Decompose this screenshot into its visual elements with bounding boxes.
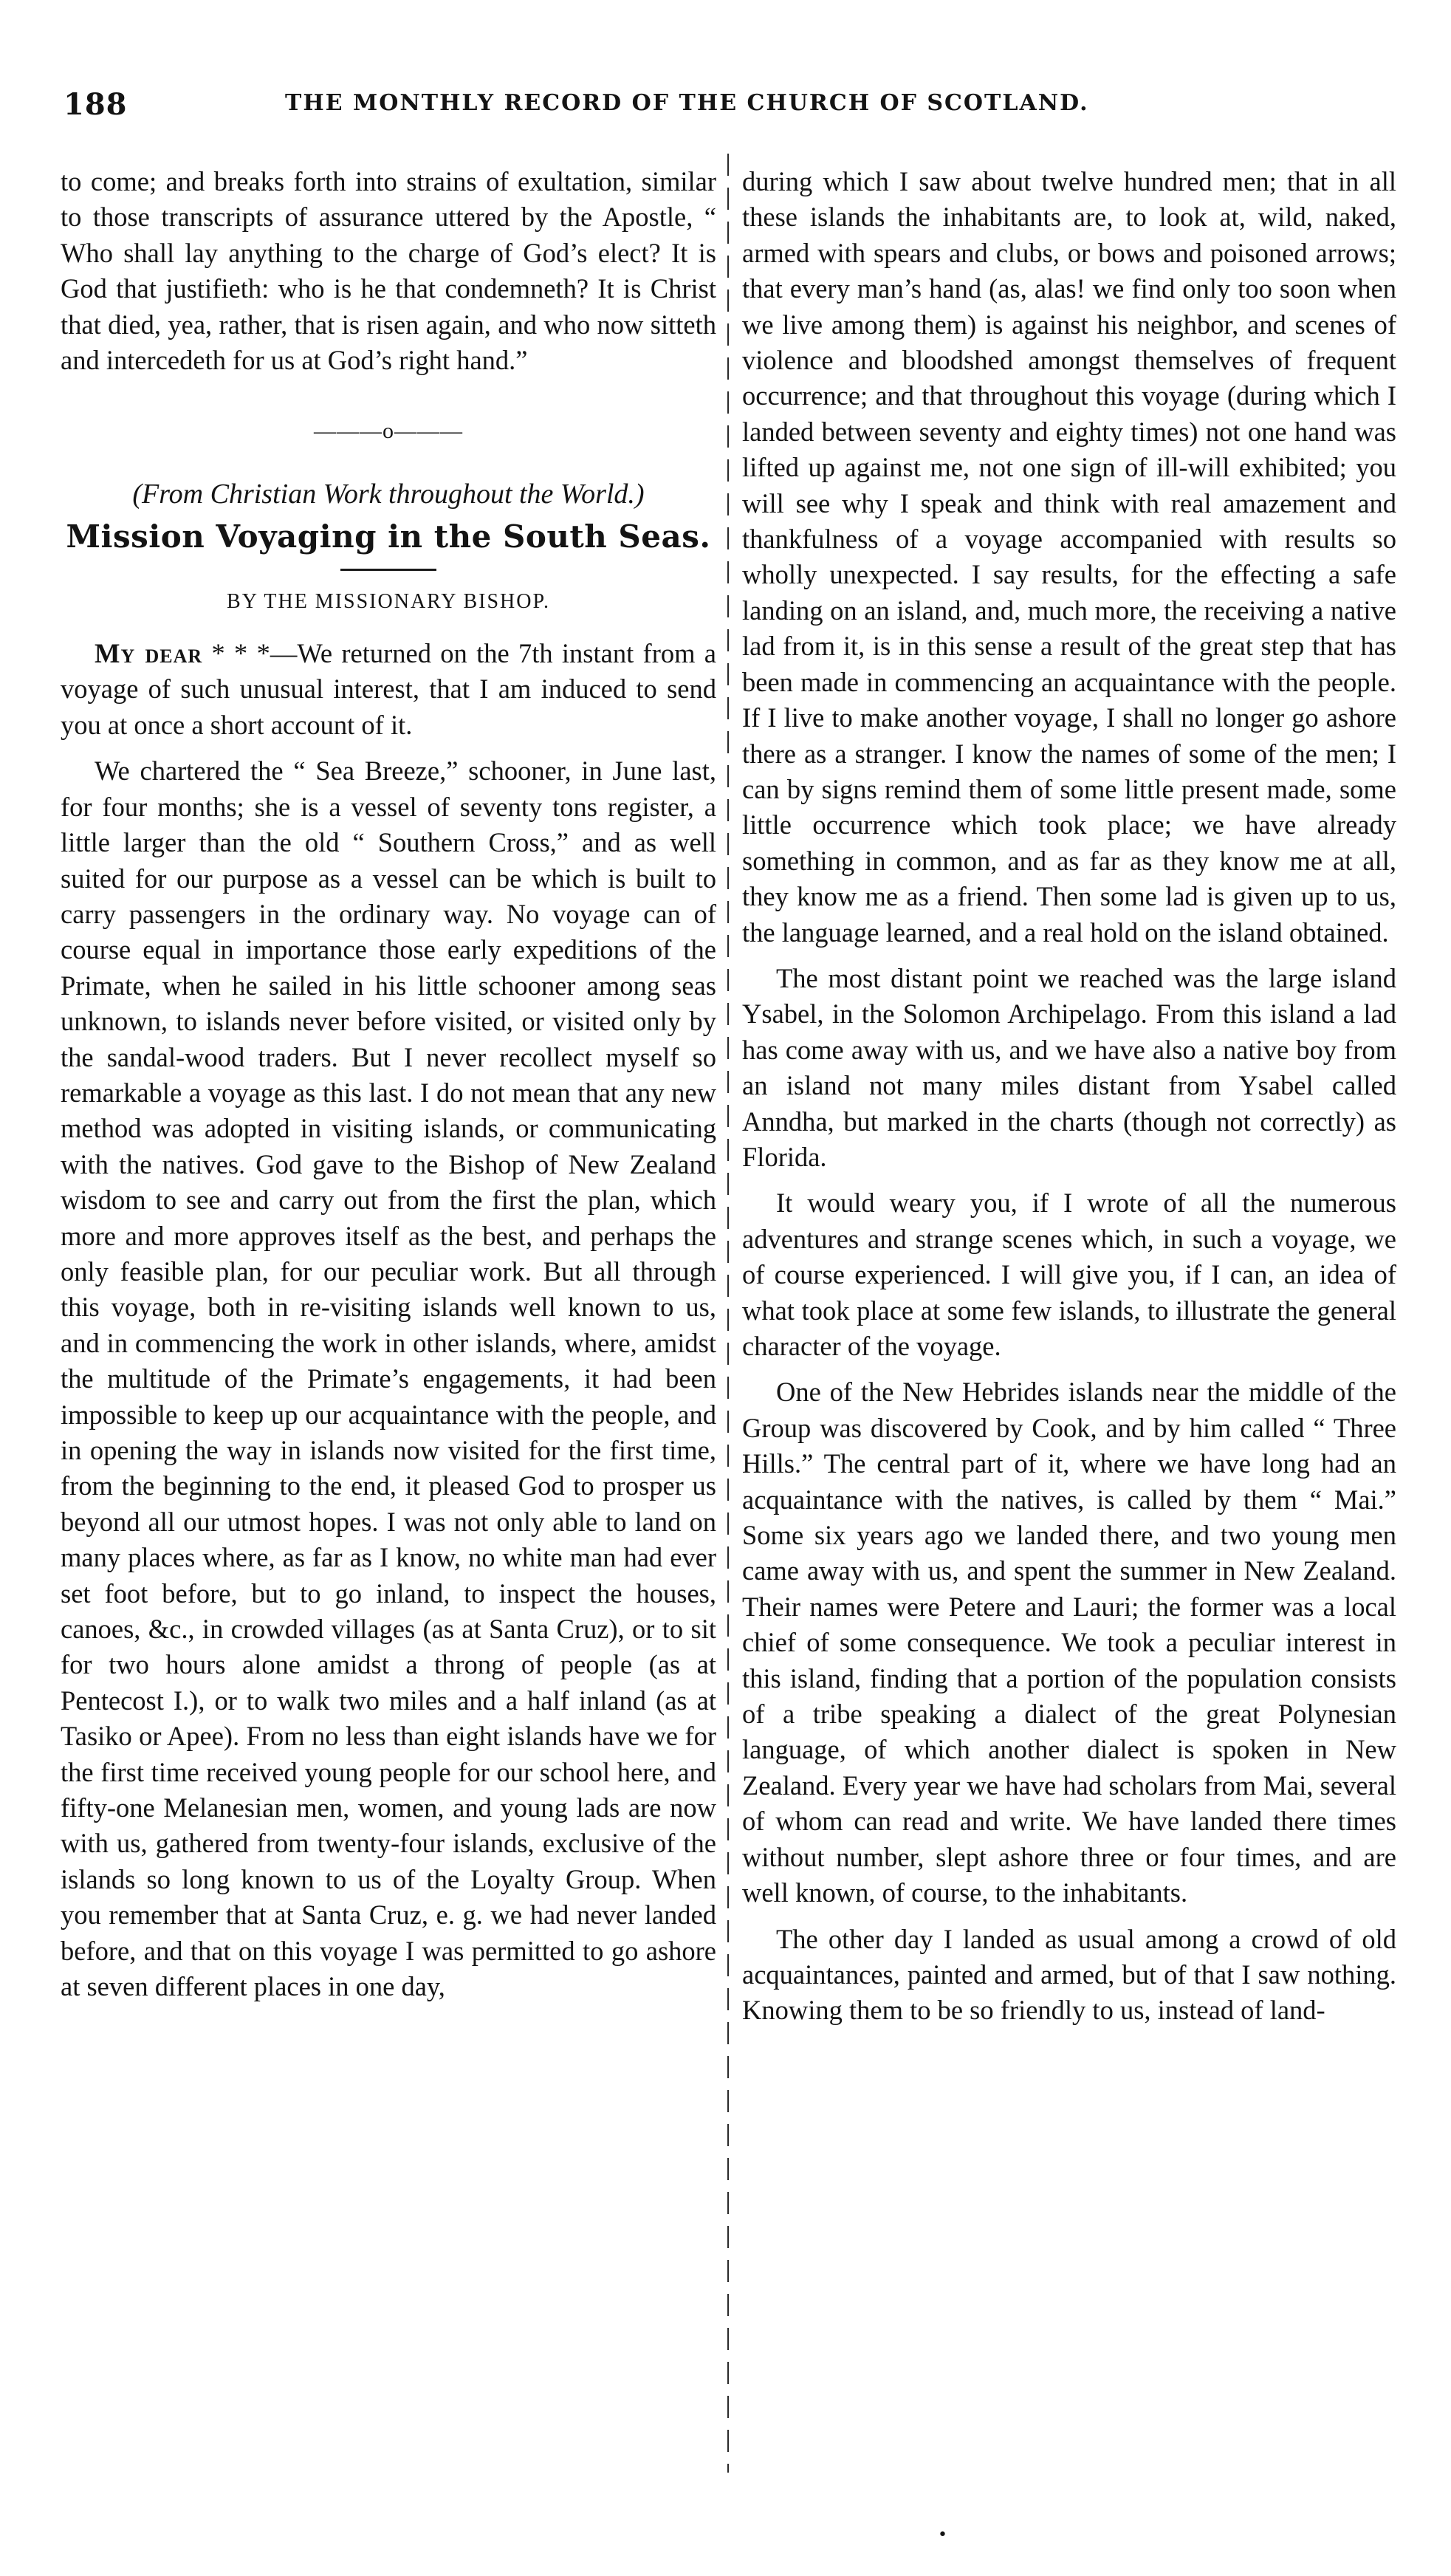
left-column (61, 154, 716, 2005)
article-source: (From Christian Work throughout the World.) (132, 478, 645, 510)
right-column (742, 154, 1396, 2029)
continuation-paragraph: to come; and breaks forth into strains of exultation, similar to those transcripts of assurance uttered by the Apostle, “ Who shall lay anything to the charge of God’s elect? It is God that justifieth: who is he that condemneth? It is Christ that died, yea, rather, that is risen again, and who now sitteth and intercedeth for us at God’s right hand.” (61, 166, 716, 376)
journal-title: THE MONTHLY RECORD OF THE CHURCH OF SCOTLAND. (285, 90, 1089, 116)
salutation-stars: * * * (202, 638, 270, 669)
article-byline: BY THE MISSIONARY BISHOP. (227, 589, 550, 613)
column-divider (727, 154, 729, 2473)
body-paragraph: One of the New Hebrides islands near the middle of the Group was discovered by Cook, and by him called “ Three Hills.” The central part of it, where we have long had an acquaintance with the natives, is called by them “ Mai.” Some six years ago we landed there, and two young men came away with us, and spent the summer in New Zealand. Their names were Petere and Lauri; the former was a local chief of some consequence. We took a peculiar interest in this island, finding that a portion of the population consists of a tribe speaking a dialect of the great Polynesian language, of which another dialect is spoken in New Zealand. Every year we have had scholars from Mai, several of whom can read and write. We have landed there times without number, slept ashore three or four times, and are well known, of course, to the inhabitants. (742, 1377, 1396, 1908)
body-paragraph: The other day I landed as usual among a crowd of old acquaintances, painted and armed, but of that I saw nothing. Knowing them to be so friendly to us, instead of land- (742, 1923, 1396, 2026)
continuation-paragraph: during which I saw about twelve hundred men; that in all these islands the inhabitants are, to look at, wild, naked, armed with spears and clubs, or bows and poisoned arrows; that every man’s hand (as, alas! we find only too soon when we live among them) is against his neighbor, and scenes of violence and bloodshed amongst themselves of frequent occurrence; and that throughout this voyage (during which I landed between seventy and eighty times) not one hand was lifted up against me, not one sign of ill-will exhibited; you will see why I speak and think with real amazement and thankfulness of a voyage accompanied with results so wholly unexpected. I say results, for the effecting a safe landing on an island, and, much more, the receiving a native lad from it, is in this sense a result of the great step that has been made in commencing an acquaintance with the people. If I live to make another voyage, I shall no longer go ashore there as a stranger. I know the names of some of the men; I can by signs remind them of some little present made, some little occurrence which took place; we have already something in common, and as far as they know me at all, they know me as a friend. Then some lad is given up to us, the language learned, and a real hold on the island obtained. (742, 166, 1396, 948)
salutation: My dear (95, 638, 203, 669)
body-paragraph: The most distant point we reached was the large island Ysabel, in the Solomon Archipelago. From this island a lad has come away with us, and we have also a native boy from an island not many miles distant from Ysabel called Anndha, but marked in the charts (though not correctly) as Florida. (742, 962, 1396, 1172)
opening-paragraph (61, 636, 716, 743)
section-ornament: ———o——— (314, 419, 463, 444)
running-head (64, 87, 1419, 131)
body-paragraph: It would weary you, if I wrote of all the numerous adventures and strange scenes which, in such a voyage, we of course experienced. I will give you, if I can, an idea of what took place at some few islands, to illustrate the general character of the voyage. (742, 1188, 1396, 1361)
page-number: 188 (64, 87, 128, 122)
title-rule (340, 569, 436, 571)
article-title: Mission Voyaging in the South Seas. (66, 518, 711, 555)
body-paragraph: We chartered the “ Sea Breeze,” schooner, in June last, for four months; she is a vessel of seventy tons register, a little larger than the old “ Southern Cross,” and as well suited for our purpose as a vessel can be which is built to carry passengers in the ordinary way. No voyage can of course equal in importance those early expeditions of the Primate, when he sailed in his little schooner among seas unknown, to islands never before visited, or visited only by the sandal-wood traders. But I never recollect myself so remarkable a voyage as this last. I do not mean that any new method was adopted in visiting islands, or communicating with the natives. God gave to the Bishop of New Zealand wisdom to see and carry out from the first the plan, which more and more approves itself as the best, and perhaps the only feasible plan, for our peculiar work. But all through this voyage, both in re-visiting islands well known to us, and in commencing the work in other islands, where, amidst the multitude of the Primate’s engagements, it had been impossible to keep up our acquaintance with the people, and in opening the way in islands now visited for the first time, from the beginning to the end, it pleased God to prosper us beyond all our utmost hopes. I was not only able to land on many places where, as far as I know, no white man had ever set foot before, but to go inland, to inspect the houses, canoes, &c., in crowded villages (as at Santa Cruz), or to sit for two hours alone amidst a throng of people (as at Pentecost I.), or to walk two miles and a half inland (as at Tasiko or Apee). From no less than eight islands have we for the first time received young people for our school here, and fifty-one Melanesian men, women, and young lads are now with us, gathered from twenty-four islands, exclusive of the islands so long known to us of the Loyalty Group. When you remember that at Santa Cruz, e. g. we had never landed before, and that on this voyage I was permitted to go ashore at seven different places in one day, (61, 756, 716, 2002)
footer-mark: • (938, 2526, 947, 2544)
opening-text: —We returned on the 7th instant from a voyage of such unusual interest, that I am induced to send you at once a short account of it. (61, 638, 716, 740)
